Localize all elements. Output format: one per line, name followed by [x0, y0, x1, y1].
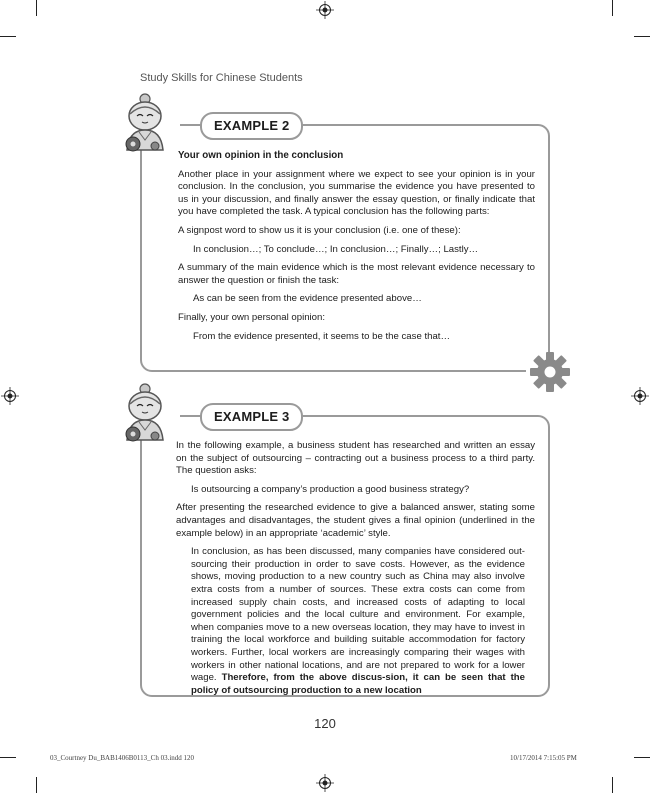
crop-mark [0, 757, 16, 758]
crop-mark [36, 0, 37, 16]
example-phrase: As can be seen from the evidence presented above… [193, 293, 422, 305]
paragraph: A signpost word to show us it is your conclusion (i.e. one of these): [178, 224, 461, 236]
example-phrase: From the evidence presented, it seems to be the case that… [193, 330, 451, 342]
crop-mark [36, 777, 37, 793]
excerpt-opinion: Therefore, from the above discus-sion, it can be seen that the policy of outsourcing production to a new location [191, 672, 525, 696]
print-slug-right: 10/17/2014 7:15:05 PM [510, 754, 577, 762]
essay-question: Is outsourcing a company’s production a good business strategy? [191, 483, 470, 495]
gear-icon [528, 350, 572, 394]
paragraph: After presenting the researched evidence to give a balanced answer, stating some advantages and disadvantages, the student gives a final opinion (underlined in the example below) in an appropriate ‘academic’ style. [176, 502, 535, 539]
example-2-label: EXAMPLE 2 [200, 112, 303, 140]
registration-mark-icon [316, 1, 334, 19]
registration-mark-icon [316, 774, 334, 792]
crop-mark [612, 777, 613, 793]
example-3-content [176, 440, 535, 703]
example-2-heading: Your own opinion in the conclusion [178, 150, 344, 161]
paragraph: In the following example, a business student has researched and written an essay on the subject of outsourcing – contracting out a business process to a third party. The question asks: [176, 440, 535, 477]
registration-mark-icon [1, 387, 19, 405]
essay-excerpt [191, 546, 525, 697]
crop-mark [0, 36, 16, 37]
print-slug-left: 03_Courtney Du_BAB1406B0113_Ch 03.indd 120 [50, 754, 195, 762]
paragraph: Another place in your assignment where we expect to see your opinion is in your conclusion. In the conclusion, you summarise the evidence you have presented to us in your discussion, and finally answer the essay question, or finally indicate that you have completed the task. A typical conclusion has the following parts: [178, 168, 535, 218]
example-phrase: In conclusion…; To conclude…; In conclusion…; Finally…; Lastly… [193, 243, 479, 255]
crop-mark [634, 36, 650, 37]
paragraph: A summary of the main evidence which is the most relevant evidence necessary to answer the question or finish the task: [178, 262, 535, 286]
crop-mark [634, 757, 650, 758]
student-mascot-icon [115, 92, 175, 158]
excerpt-text: In conclusion, as has been discussed, many companies have considered out-sourcing their production in order to save costs. However, as the evidence shows, moving production to a new country such as China may also involve extra costs from a number of sources. These extra costs can come from increased supply chain costs, and increased costs of adapting to local government policies and the local culture and environment. For example, when companies move to a new overseas location, they may have to invest in training the local workforce and building suitable accommodation for factory workers. Further, local workers are increasingly comparing their wages with workers in other national locations, and are not prepared to work for a lower wage. [191, 546, 525, 684]
running-head: Study Skills for Chinese Students [140, 72, 303, 84]
example-2-content [178, 150, 535, 349]
paragraph: Finally, your own personal opinion: [178, 311, 326, 323]
page-number: 120 [314, 716, 336, 731]
registration-mark-icon [631, 387, 649, 405]
student-mascot-icon [115, 382, 175, 448]
example-3-label: EXAMPLE 3 [200, 403, 303, 431]
crop-mark [612, 0, 613, 16]
